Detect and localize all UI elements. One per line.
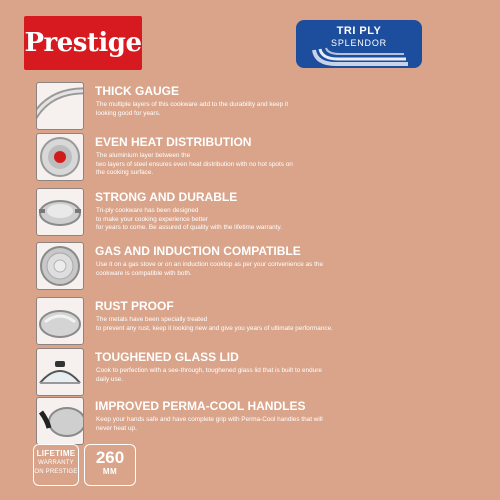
feature-glass-lid — [0, 348, 500, 400]
lifetime-warranty-badge — [33, 444, 79, 486]
feature-title: GAS AND INDUCTION COMPATIBLE — [95, 244, 301, 258]
feature-title: IMPROVED PERMA-COOL HANDLES — [95, 399, 306, 413]
feature-description: The multiple layers of this cookware add to the durability and keep it looking good for years. — [96, 101, 289, 117]
badge-subtitle: SPLENDOR — [331, 38, 387, 48]
size-value: 260 — [95, 448, 125, 467]
feature-even-heat — [0, 133, 500, 185]
steel-pan-icon — [36, 188, 84, 236]
feature-thick-gauge — [0, 82, 500, 134]
feature-perma-cool-handles — [0, 397, 500, 449]
badge-title: TRI PLY — [336, 25, 382, 37]
feature-title: RUST PROOF — [95, 299, 174, 313]
feature-description: Keep your hands safe and have complete grip with Perma-Cool handles that will never heat up. — [96, 416, 323, 432]
warranty-line1: LIFETIME — [36, 449, 76, 458]
feature-title: STRONG AND DURABLE — [95, 190, 238, 204]
warranty-line2: WARRANTY — [38, 460, 74, 466]
size-badge — [84, 444, 136, 486]
feature-title: TOUGHENED GLASS LID — [95, 350, 239, 364]
feature-description: The aluminium layer between the two layers of steel ensures even heat distribution with no hot spots on the cooking surface. — [96, 152, 293, 177]
feature-description: The metals have been specially treated to prevent any rust, keep it looking new and give you years of ultimate performance. — [96, 316, 333, 332]
warranty-line3: ON PRESTIGE — [34, 469, 78, 475]
tri-ply-badge — [296, 20, 422, 68]
feature-description: Tri-ply cookware has been designed to make your cooking experience better for years to come. Be assured of quality with the lifetime warranty. — [96, 207, 282, 232]
feature-title: EVEN HEAT DISTRIBUTION — [95, 135, 252, 149]
pan-rim-icon — [36, 82, 84, 130]
polished-pan-icon — [36, 297, 84, 345]
pan-bottom-icon — [36, 242, 84, 290]
handle-icon — [36, 397, 84, 445]
feature-title: THICK GAUGE — [95, 84, 179, 98]
size-unit: MM — [102, 467, 118, 476]
feature-strong-durable — [0, 188, 500, 240]
heat-layer-icon — [36, 133, 84, 181]
feature-rust-proof — [0, 297, 500, 349]
glass-lid-icon — [36, 348, 84, 396]
prestige-logo — [24, 16, 142, 70]
logo-text: Prestige — [24, 28, 142, 58]
feature-description: Cook to perfection with a see-through, toughened glass lid that is built to endure daily use. — [96, 367, 322, 383]
feature-description: Use it on a gas stove or on an induction cooktop as per your convenience as the cookware is compatible with both. — [96, 261, 324, 277]
feature-gas-induction — [0, 242, 500, 294]
